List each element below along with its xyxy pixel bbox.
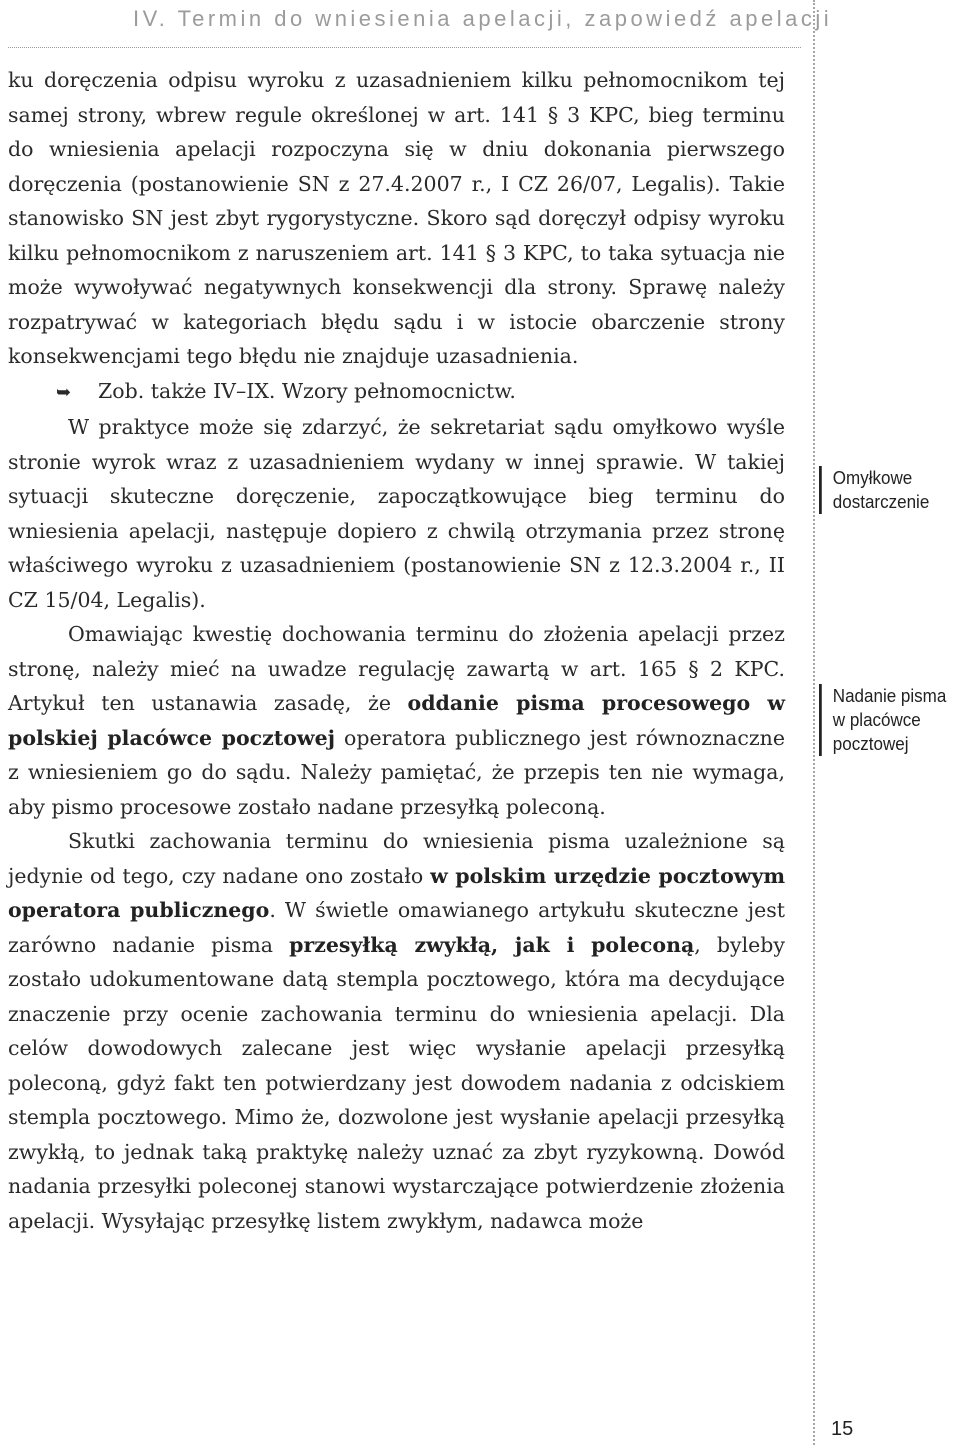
margin-note-omylkowe-dostarczenie: [819, 466, 960, 514]
cross-reference-text: Zob. także IV–IX. Wzory pełnomocnictw.: [98, 378, 516, 403]
paragraph-3-text-b: operatora publicznego jest równoznaczne z wniesieniem go do sądu. Należy pamiętać, że przepis ten nie wymaga, aby pismo procesowe zostało nadane przesyłką poleconą.: [8, 725, 785, 819]
margin-column-divider: [813, 0, 815, 1445]
running-head: IV. Termin do wniesienia apelacji, zapowiedź apelacji: [133, 6, 833, 31]
paragraph-4-bold-a: w polskim urzędzie pocztowym operatora publicznego: [8, 863, 786, 922]
paragraph-2: W praktyce może się zdarzyć, że sekretariat sądu omyłkowo wyśle stronie wyrok wraz z uzasadnieniem wydany w innej sprawie. W takiej sytuacji skuteczne doręczenie, zapoczątkowujące bieg terminu do wniesienia apelacji, następuje dopiero z chwilą otrzymania przez stronę właściwego wyroku z uzasadnieniem (postanowienie SN z 12.3.2004 r., II CZ 15/04, Legalis).: [8, 415, 785, 612]
cross-reference: [8, 374, 785, 411]
paragraph-4-text-a: Skutki zachowania terminu do wniesienia pisma uzależnione są jedynie od tego, czy nadane ono zostało: [8, 829, 785, 888]
paragraph-3-bold-a: oddanie pisma procesowego w polskiej placówce pocztowej: [8, 691, 785, 750]
paragraph-3-text-a: Omawiając kwestię dochowania terminu do złożenia apelacji przez stronę, należy mieć na uwadze regulację zawartą w art. 165 § 2 KPC. Artykuł ten ustanawia zasadę, że: [8, 622, 785, 715]
arrow-right-icon: ➥: [56, 381, 72, 403]
margin-note-1-line-2: dostarczenie: [832, 491, 930, 512]
margin-note-2-line-2: w placówce: [832, 709, 921, 730]
margin-note-1-line-1: Omyłkowe: [832, 467, 913, 488]
paragraph-4: [8, 824, 785, 1238]
header-divider: [8, 47, 801, 48]
page-number: 15: [831, 1418, 854, 1440]
margin-note-nadanie-pisma: [819, 684, 960, 756]
paragraph-4-bold-b: przesyłką zwykłą, jak i poleconą: [289, 932, 695, 957]
paragraph-1: ku doręczenia odpisu wyroku z uzasadnieniem kilku pełnomocnikom tej samej strony, wbrew regule określonej w art. 141 § 3 KPC, bieg terminu do wniesienia apelacji rozpoczyna się w dniu dokonania pierwszego doręczenia (postanowienie SN z 27.4.2007 r., I CZ 26/07, Legalis). Takie stanowisko SN jest zbyt rygorystyczne. Skoro sąd doręczył odpisy wyroku kilku pełnomocnikom z naruszeniem art. 141 § 3 KPC, to taka sytuacja nie może wywoływać negatywnych konsekwencji dla strony. Sprawę należy rozpatrywać w kategoriach błędu sądu i w istocie obarczenie strony konsekwencjami tego błędu nie znajduje uzasadnienia.: [8, 68, 785, 368]
paragraph-4-text-c: , byleby zostało udokumentowane datą stempla pocztowego, która ma decydujące znaczenie przy ocenie zachowania terminu do wniesienia apelacji. Dla celów dowodowych zalecane jest więc wysłanie apelacji przesyłką poleconą, gdyż fakt ten potwierdzany jest dowodem nadania z odciskiem stempla pocztowego. Mimo że, dozwolone jest wysłanie apelacji przesyłką zwykłą, to jednak taką praktykę należy uznać za zbyt ryzykowną. Dowód nadania przesyłki poleconej stanowi wystarczające potwierdzenie złożenia apelacji. Wysyłając przesyłkę listem zwykłym, nadawca może: [8, 932, 785, 1233]
paragraph-3: [8, 617, 785, 824]
paragraph-4-text-b: . W świetle omawianego artykułu skuteczne jest zarówno nadanie pisma: [8, 898, 785, 957]
margin-note-2-line-3: pocztowej: [832, 733, 909, 754]
margin-note-2-line-1: Nadanie pisma: [832, 685, 947, 706]
main-text-column: [8, 63, 785, 1238]
